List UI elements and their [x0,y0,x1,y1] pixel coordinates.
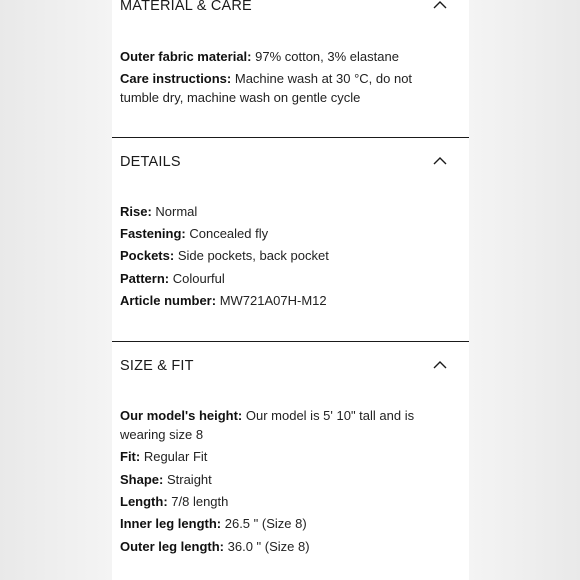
spec-label: Fastening: [120,226,190,241]
spec-value: Side pockets, back pocket [177,248,329,263]
background-right [468,0,580,580]
section-title-size-fit: SIZE & FIT [120,358,194,374]
spec-value: Machine wash at 30 °C, do not tumble dry, machine wash on gentle cycle [120,71,413,105]
spec-row-inner-leg-length [120,514,420,533]
spec-value: 7/8 length [171,494,229,509]
spec-label: Article number: [120,293,220,308]
section-divider [112,341,469,342]
spec-label: Fit: [120,449,144,464]
spec-value: MW721A07H-M12 [219,293,327,308]
spec-label: Length: [120,494,172,509]
spec-label: Shape: [120,472,167,487]
spec-row-pattern [120,269,420,288]
spec-row-pockets [120,246,420,265]
spec-row-article-number [120,291,420,310]
chevron-up-icon[interactable] [433,156,447,166]
section-header-size-fit[interactable] [112,352,469,382]
spec-row-length [120,492,420,511]
spec-row-outer-fabric [120,47,420,66]
spec-label: Inner leg length: [120,516,225,531]
spec-label: Our model's height: [120,408,246,423]
spec-label: Outer fabric material: [120,49,256,64]
section-header-material-care[interactable] [112,0,469,23]
product-info-panel [112,0,469,580]
chevron-up-icon[interactable] [433,360,447,370]
spec-row-model-height [120,406,420,444]
section-title-details: DETAILS [120,154,181,170]
spec-row-shape [120,470,420,489]
spec-row-care-instructions [120,69,420,107]
spec-row-fastening [120,224,420,243]
spec-value: Straight [166,472,212,487]
section-title-material-care: MATERIAL & CARE [120,0,252,14]
spec-value: 26.5 " (Size 8) [224,516,307,531]
section-header-details[interactable] [112,148,469,178]
chevron-up-icon[interactable] [433,0,447,10]
spec-row-rise [120,202,420,221]
spec-label: Pockets: [120,248,178,263]
spec-value: 36.0 " (Size 8) [227,539,310,554]
spec-value: Colourful [172,271,225,286]
spec-row-fit [120,447,420,466]
background-left [0,0,112,580]
spec-value: Regular Fit [143,449,208,464]
spec-label: Pattern: [120,271,173,286]
spec-row-outer-leg-length [120,537,420,556]
spec-value: Our model is 5' 10" tall and is wearing size 8 [120,408,415,442]
spec-label: Rise: [120,204,156,219]
section-divider [112,137,469,138]
spec-value: Normal [155,204,198,219]
spec-label: Outer leg length: [120,539,228,554]
spec-value: Concealed fly [189,226,269,241]
spec-label: Care instructions: [120,71,235,86]
spec-value: 97% cotton, 3% elastane [255,49,399,64]
